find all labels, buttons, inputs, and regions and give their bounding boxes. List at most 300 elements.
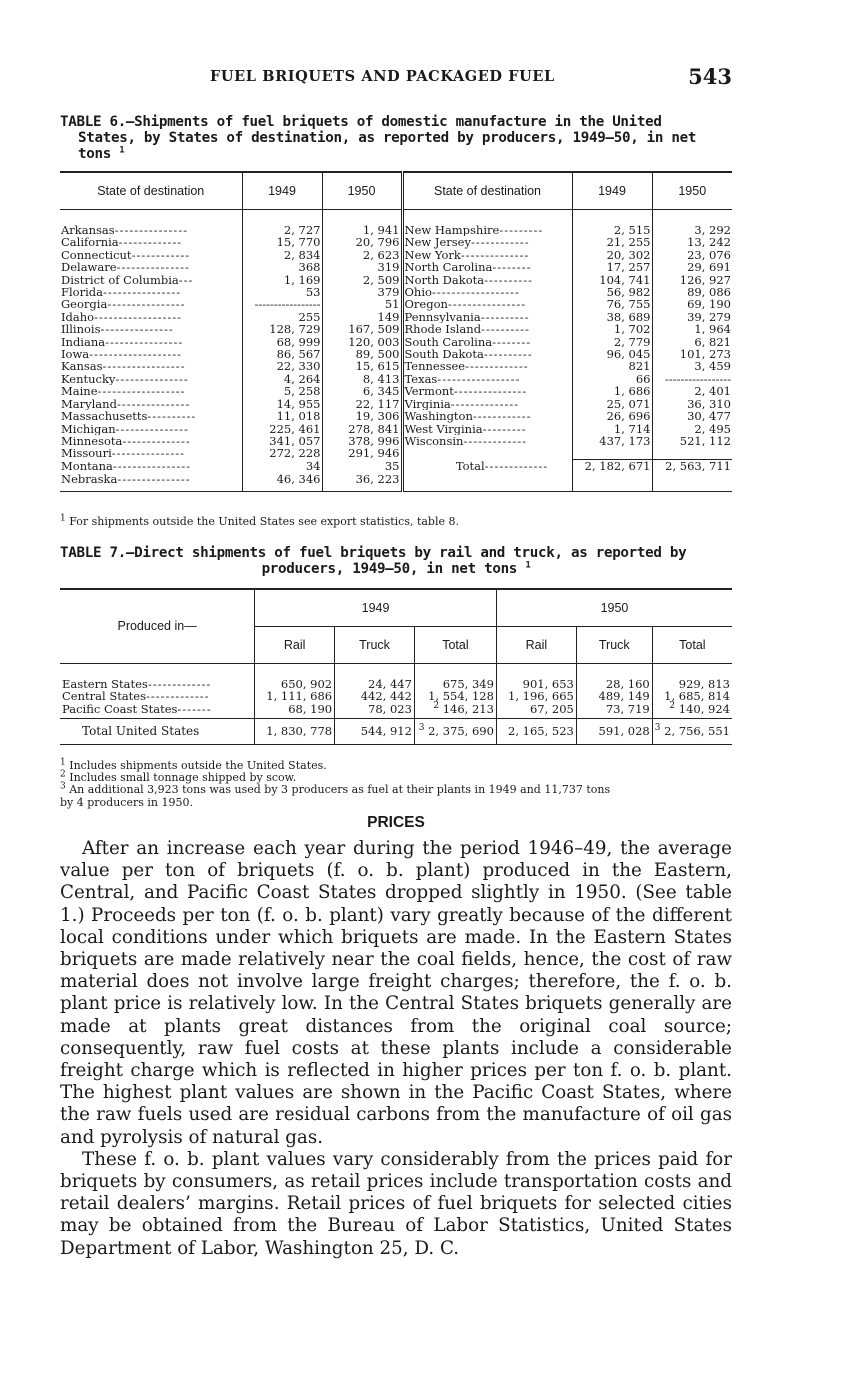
table6-body <box>60 210 732 492</box>
leader-dots: ------------- <box>146 690 210 703</box>
table6-state-right <box>402 473 572 492</box>
table6-footnote <box>60 515 459 528</box>
table7-total-1949 <box>414 719 496 744</box>
table7-region-label: Pacific Coast States <box>62 702 178 716</box>
table6-value-1950-left: 36, 223 <box>322 473 402 492</box>
leader-dots: --------------- <box>116 397 191 411</box>
table7-truck-1950: 489, 149 <box>576 690 652 702</box>
table6-state-left-label: Missouri <box>61 447 112 460</box>
table7-header-1950: 1950 <box>496 589 732 627</box>
table6-row <box>60 360 732 372</box>
leader-dots: ------------- <box>465 360 529 373</box>
table6-value-1950-left: 6, 345 <box>322 385 402 397</box>
table6-state-right <box>402 336 572 348</box>
leader-dots: ------------ <box>131 248 191 262</box>
table7-region <box>60 703 255 719</box>
table7-rail-1949: 650, 902 <box>255 664 335 691</box>
table6-state-right-label: South Carolina <box>404 335 493 349</box>
table6-value-1949-right: 1, 714 <box>572 423 652 435</box>
table6-state-right-label: Washington <box>404 410 473 423</box>
table6-value-1949-left: 128, 729 <box>242 323 322 335</box>
table6-state-left-label: Kentucky <box>61 372 116 386</box>
leader-dots: ---------------- <box>447 298 527 311</box>
leader-dots: --------- <box>499 223 544 237</box>
table6-header-1949: 1949 <box>242 172 322 210</box>
section-heading-prices: PRICES <box>367 814 425 831</box>
table6-state-left-label: Indiana <box>61 335 106 349</box>
table6-state-left-label: California <box>61 236 119 249</box>
table6-state-left-label: Georgia <box>61 298 108 311</box>
footnote-mark: 3 <box>418 723 425 734</box>
table6-caption-line2: States, by States of destination, as reported by producers, 1949–50, in net <box>78 130 697 146</box>
table6-state-left <box>60 274 242 286</box>
table6-value-1950-right <box>652 473 732 492</box>
leader-dots: ------------ <box>470 236 530 249</box>
table6-state-left-label: Illinois <box>61 323 101 336</box>
table6-state-left-label: District of Columbia <box>61 273 179 287</box>
table6-footnote-mark: 1 <box>60 513 66 524</box>
footnote-mark: 3 <box>654 723 661 734</box>
leader-dots: -------------- <box>450 397 520 411</box>
table6-state-right-label: West Virginia <box>404 422 483 435</box>
table6-header-1950-2: 1950 <box>652 172 732 210</box>
table7-truck-1949: 78, 023 <box>335 703 415 719</box>
table6-value-1949-right: 26, 696 <box>572 410 652 422</box>
footnote-mark: 2 <box>60 769 66 780</box>
leader-dots: ------------------ <box>97 385 186 398</box>
table7-rail-1949: 1, 111, 686 <box>255 690 335 702</box>
footnote-mark: 2 <box>669 700 676 711</box>
table6-value-1950-right: 3, 459 <box>694 359 731 374</box>
prices-body <box>60 838 732 1260</box>
table6-value-1950-right: 2, 495 <box>694 421 731 436</box>
table6-header-1950: 1950 <box>322 172 402 210</box>
table7-header-rail-1950: Rail <box>496 627 576 664</box>
leader-dots: ---------------- <box>107 298 186 311</box>
table6-state-right-label: Vermont <box>404 385 454 398</box>
table6-value-1949-right: 104, 741 <box>572 274 652 286</box>
table6-value-1949-right: 76, 755 <box>572 298 652 310</box>
table7-caption-line1: TABLE 7.—Direct shipments of fuel briquets by rail and truck, as reported by <box>60 545 687 561</box>
table7-rail-1950: 67, 205 <box>496 703 576 719</box>
table6-header-row <box>60 172 732 210</box>
leader-dots: --------------- <box>117 472 191 486</box>
table6-value-1950-left: 120, 003 <box>322 336 402 348</box>
table6-state-left-label: Minnesota <box>61 434 123 448</box>
table6-state-left <box>60 336 242 348</box>
table7-footnote-3 <box>60 781 732 797</box>
table7-region-label: Eastern States <box>62 677 148 691</box>
table6-state-left <box>60 423 242 435</box>
leader-dots: ---------------- <box>112 459 192 473</box>
table7-truck-1950: 28, 160 <box>576 664 652 691</box>
leader-dots: --------- <box>482 422 527 435</box>
table6-value-1950-left: 167, 509 <box>322 323 402 335</box>
table6-state-right-label: Pennsylvania <box>404 310 481 324</box>
table6-state-left <box>60 261 242 273</box>
table7-total-1950 <box>652 664 732 691</box>
table6-value-1950-right: 3, 292 <box>694 223 731 237</box>
table6-state-right <box>402 398 572 410</box>
leader-dots: --------------- <box>100 323 174 336</box>
table6-header-state-2: State of destination <box>402 172 572 210</box>
table6-state-left <box>60 311 242 323</box>
footnote-text: Includes shipments outside the United States. <box>69 759 327 772</box>
table7-total-1950-value: 1, 685, 814 <box>664 689 730 704</box>
table6-row <box>60 410 732 422</box>
leader-dots: -------- <box>492 261 532 274</box>
table7-rail-1949: 68, 190 <box>255 703 335 719</box>
footnote-mark: 2 <box>433 700 440 711</box>
table6-state-left-label: Arkansas <box>61 223 115 237</box>
table6-value-1949-left: 272, 228 <box>242 447 322 459</box>
table6-value-1950-right: ----------------- <box>664 371 731 386</box>
table7-header-truck-1950: Truck <box>576 627 652 664</box>
table6-value-1949-left: 15, 770 <box>242 236 322 248</box>
table6-value-1949-left: 2, 834 <box>242 249 322 261</box>
table7-rail-1950: 2, 165, 523 <box>496 719 576 744</box>
table7-region-label: Central States <box>62 690 147 703</box>
table6-state-left <box>60 473 242 492</box>
table6-state-left <box>60 360 242 372</box>
table6-state-left-label: Maine <box>61 385 98 398</box>
table6-value-1949-left: 5, 258 <box>242 385 322 397</box>
table7-region <box>60 664 255 691</box>
leader-dots: --------------- <box>115 372 189 386</box>
table6-value-1950-left: 291, 946 <box>322 447 402 459</box>
table6-row <box>60 210 732 237</box>
leader-dots: --------------- <box>116 261 190 274</box>
table6-value-1949-left: ----------------- <box>242 298 322 310</box>
table6-state-right-label: New York <box>404 248 461 262</box>
table6-state-right-label: New Hampshire <box>404 223 500 237</box>
table6-value-1949-right: 1, 686 <box>572 385 652 397</box>
table6-state-left <box>60 410 242 422</box>
table6-value-1949-right: 821 <box>572 360 652 372</box>
table6-value-1950-right: 69, 190 <box>687 297 731 312</box>
table6-value-1949-right: 25, 071 <box>572 398 652 410</box>
leader-dots: --------------- <box>111 447 186 460</box>
table6-header-1949-2: 1949 <box>572 172 652 210</box>
table7-header-total-1949: Total <box>414 627 496 664</box>
table6-state-left-label: Florida <box>61 286 103 299</box>
table6-state-right-label: Virginia <box>404 397 451 411</box>
table7-year-row <box>60 589 732 627</box>
leader-dots: ---------- <box>480 310 530 324</box>
table6-value-1949-left: 34 <box>242 460 322 473</box>
table6-value-1949-right: 21, 255 <box>572 236 652 248</box>
table7-footnote-3-continued: by 4 producers in 1950. <box>60 795 193 809</box>
table6-value-1949-right: 96, 045 <box>572 348 652 360</box>
table6-state-right <box>402 410 572 422</box>
table6-state-left <box>60 236 242 248</box>
table6-value-1949-right: 17, 257 <box>572 261 652 273</box>
table6-row <box>60 298 732 310</box>
leader-dots: ------------- <box>463 434 527 448</box>
table6-state-left <box>60 373 242 385</box>
table6-state-right <box>402 298 572 310</box>
table6-value-1950-left: 149 <box>322 311 402 323</box>
leader-dots: ------------------- <box>89 348 183 361</box>
table6-value-1949-left: 225, 461 <box>242 423 322 435</box>
table6-caption <box>60 114 732 162</box>
table6-state-right-label: Tennessee <box>404 360 466 373</box>
table6-value-1950-right <box>652 447 732 459</box>
table6-state-right-label: Oregon <box>404 298 448 311</box>
table6-value-1950-left: 19, 306 <box>322 410 402 422</box>
table6-state-left <box>60 435 242 447</box>
table6-value-1950-right: 2, 401 <box>694 384 731 399</box>
footnote-text: Includes small tonnage shipped by scow. <box>69 771 297 785</box>
leader-dots: --------------- <box>115 422 189 435</box>
table6-caption-line3: tons <box>78 146 111 162</box>
table6-value-1949-right: 56, 982 <box>572 286 652 298</box>
table6-state-right <box>402 385 572 397</box>
table6-row <box>60 323 732 335</box>
table6-value-1949-right: 20, 302 <box>572 249 652 261</box>
table6 <box>60 171 732 492</box>
table6-state-right <box>402 323 572 335</box>
table6-value-1949-right: 66 <box>572 373 652 385</box>
leader-dots: -------- <box>492 335 532 349</box>
table7-total-1949 <box>414 664 496 691</box>
table7-region <box>60 690 255 702</box>
table7-row <box>60 703 732 719</box>
table6-value-1950-right: 6, 821 <box>694 334 731 349</box>
table6-value-1950-left: 15, 615 <box>322 360 402 372</box>
table6-state-right-label: North Dakota <box>404 273 485 287</box>
table6-caption-footnote-mark: 1 <box>119 145 125 156</box>
table6-state-left <box>60 298 242 310</box>
leader-dots: ------------- <box>118 236 183 249</box>
table7-total-1949-value: 146, 213 <box>442 701 494 716</box>
leader-dots: -------------- <box>460 248 530 262</box>
table6-value-1949-left: 68, 999 <box>242 336 322 348</box>
table6-value-1950-left: 20, 796 <box>322 236 402 248</box>
paragraph-1: After an increase each year during the period 1946–49, the average value per ton of briquets (f. o. b. plant) produced in the Eastern, Central, and Pacific Coast States dropped slightly in 1950. (See table 1.) Proceeds per ton (f. o. b. plant) vary greatly because of the different local conditions under which briquets are made. In the Eastern States briquets are made relatively near the coal fields, hence, the cost of raw material does not involve large freight charges; therefore, the f. o. b. plant price is relatively low. In the Central States briquets generally are made at plants great distances from the original coal source; consequently, raw fuel costs at these plants include a considerable freight charge which is reflected in higher prices per ton f. o. b. plant. The highest plant values are shown in the Pacific Coast States, where the raw fuels used are residual carbons from the manufacture of oil gas and pyrolysis of natural gas. <box>60 838 732 1148</box>
table7-total-1949-value: 1, 554, 128 <box>428 689 494 704</box>
table6-value-1950-right: 126, 927 <box>679 272 731 287</box>
table6-state-left-label: Maryland <box>61 397 117 411</box>
table7-truck-1949: 24, 447 <box>335 664 415 691</box>
leader-dots: ------- <box>177 702 212 716</box>
table6-value-1949-right: 437, 173 <box>572 435 652 447</box>
table6-state-left-label: Connecticut <box>61 248 132 262</box>
table6-state-right <box>402 373 572 385</box>
table6-value-1949-left: 341, 057 <box>242 435 322 447</box>
table6-state-right-label: Rhode Island <box>404 323 482 336</box>
table6-state-left <box>60 323 242 335</box>
table6-header-state: State of destination <box>60 172 242 210</box>
leader-dots: ---------- <box>483 348 533 361</box>
table7-header-truck-1949: Truck <box>335 627 415 664</box>
leader-dots: ----------------- <box>102 360 186 373</box>
table6-state-right <box>402 286 572 298</box>
leader-dots: ------------ <box>472 410 532 423</box>
table6-state-right-label: Wisconsin <box>404 434 464 448</box>
table6-state-left <box>60 210 242 237</box>
table7-caption <box>60 545 732 577</box>
table7-footnotes <box>60 757 732 809</box>
table7-row <box>60 664 732 691</box>
table6-row <box>60 236 732 248</box>
leader-dots: ------------------ <box>431 286 520 299</box>
table6-value-1949-left: 22, 330 <box>242 360 322 372</box>
table7-total-1950 <box>652 719 732 744</box>
table6-state-left <box>60 447 242 459</box>
leader-dots: ---------------- <box>102 286 182 299</box>
table6-value-1950-left: 89, 500 <box>322 348 402 360</box>
table6-value-1949-left: 46, 346 <box>242 473 322 492</box>
leader-dots: -------------- <box>122 434 191 448</box>
table6-value-1949-left: 1, 169 <box>242 274 322 286</box>
table6-state-left <box>60 398 242 410</box>
table7-header-rail-1949: Rail <box>255 627 335 664</box>
table6-value-1950-left: 22, 117 <box>322 398 402 410</box>
table7-total-1950 <box>652 700 732 719</box>
table7-body <box>60 664 732 745</box>
table7-total-1950-value: 929, 813 <box>678 677 730 691</box>
table7-total-1950-value: 2, 756, 551 <box>664 724 730 739</box>
table6-state-right <box>402 249 572 261</box>
table6-value-1949-left: 368 <box>242 261 322 273</box>
table6-state-right <box>402 435 572 447</box>
table6-state-left-label: Idaho <box>61 310 95 324</box>
table7-total-1950-value: 140, 924 <box>678 701 730 716</box>
page-number: 543 <box>688 64 732 89</box>
leader-dots: --------------- <box>453 385 528 398</box>
table6-value-1949-left: 255 <box>242 311 322 323</box>
table6-value-1950-left: 35 <box>322 460 402 473</box>
table6-value-1950-right: 39, 279 <box>687 309 731 324</box>
leader-dots: ---------- <box>484 273 533 287</box>
page-header <box>60 66 732 90</box>
table7-caption-line2: producers, 1949–50, in net tons <box>261 561 518 577</box>
table6-value-1950-left: 8, 413 <box>322 373 402 385</box>
table6-state-right-label: New Jersey <box>404 236 471 249</box>
footnote-text: An additional 3,923 tons was used by 3 producers as fuel at their plants in 1949 and 11,737 tons <box>69 783 611 797</box>
paragraph-2: These f. o. b. plant values vary considerably from the prices paid for briquets by consumers, as retail prices include transportation costs and retail dealers’ margins. Retail prices of fuel briquets for selected cities may be obtained from the Bureau of Labor Statistics, United States Department of Labor, Washington 25, D. C. <box>60 1148 732 1259</box>
table7-total-1949-value: 675, 349 <box>442 677 494 691</box>
table7-total-label: Total United States <box>60 719 255 744</box>
table6-value-1950-right: 521, 112 <box>679 433 731 448</box>
table6-state-right-label: Ohio <box>404 286 432 299</box>
table6-value-1949-left: 11, 018 <box>242 410 322 422</box>
table6-value-1950-right: 101, 273 <box>679 347 731 362</box>
leader-dots: ------------- <box>147 677 212 691</box>
table6-value-1950-right: 29, 691 <box>687 260 731 275</box>
table6-row <box>60 460 732 473</box>
table6-value-1950-right: 23, 076 <box>687 247 731 262</box>
table6-value-1950-right: 13, 242 <box>687 235 731 250</box>
table6-caption-line1: TABLE 6.—Shipments of fuel briquets of domestic manufacture in the United <box>60 114 662 130</box>
table6-state-right-label: Texas <box>404 372 438 386</box>
table6-state-right <box>402 423 572 435</box>
table7-rail-1950: 1, 196, 665 <box>496 690 576 702</box>
table6-state-left <box>60 460 242 473</box>
table6-value-1949-left: 53 <box>242 286 322 298</box>
table7-header-total-1950: Total <box>652 627 732 664</box>
table6-value-1950-right: 1, 964 <box>694 322 731 337</box>
table7-row <box>60 690 732 702</box>
table6-state-right <box>402 236 572 248</box>
table6-state-right <box>402 360 572 372</box>
table6-footnote-text: For shipments outside the United States see export statistics, table 8. <box>69 515 459 528</box>
table6-value-1949-right: 1, 702 <box>572 323 652 335</box>
table6-value-1949-left: 2, 727 <box>242 210 322 237</box>
table6-value-1949-right <box>572 473 652 492</box>
table6-value-1949-right: 2, 515 <box>572 210 652 237</box>
table7 <box>60 588 732 745</box>
table6-row <box>60 447 732 459</box>
table7-header-produced: Produced in— <box>60 589 255 664</box>
table6-state-left-label: Iowa <box>61 348 90 361</box>
table7-caption-footnote-mark: 1 <box>525 560 531 571</box>
table6-value-1950-right: 89, 086 <box>687 285 731 300</box>
table6-value-1950-left: 1, 941 <box>322 210 402 237</box>
table6-state-right <box>402 447 572 459</box>
table6-total-label <box>402 460 572 473</box>
table7-rail-1950: 901, 653 <box>496 664 576 691</box>
table6-state-right <box>402 261 572 273</box>
table6-state-right <box>402 274 572 286</box>
table6-total-label-text: Total <box>455 459 485 473</box>
table6-state-left-label: Montana <box>61 459 113 473</box>
table6-total-1950: 2, 563, 711 <box>652 460 732 473</box>
table6-value-1950-left: 2, 623 <box>322 249 402 261</box>
table6-state-left <box>60 286 242 298</box>
table6-value-1950-left: 379 <box>322 286 402 298</box>
table6-row <box>60 473 732 492</box>
table6-state-right <box>402 348 572 360</box>
leader-dots: --------------- <box>114 223 188 237</box>
table7-header-1949: 1949 <box>255 589 497 627</box>
leader-dots: ----------------- <box>437 372 521 386</box>
leader-dots: ---------- <box>147 410 197 423</box>
table7-total-1949 <box>414 700 496 719</box>
table6-value-1949-left: 86, 567 <box>242 348 322 360</box>
table7-total-row <box>60 719 732 744</box>
table6-value-1950-left: 378, 996 <box>322 435 402 447</box>
table6-row <box>60 385 732 397</box>
table6-value-1950-left: 278, 841 <box>322 423 402 435</box>
table7-truck-1949: 442, 442 <box>335 690 415 702</box>
table6-value-1950-left: 2, 509 <box>322 274 402 286</box>
table6-total-1949: 2, 182, 671 <box>572 460 652 473</box>
table6-state-left-label: Michigan <box>61 422 116 435</box>
table6-value-1949-left: 4, 264 <box>242 373 322 385</box>
leader-dots: ------------- <box>484 459 549 473</box>
table6-state-left <box>60 348 242 360</box>
table6-value-1949-right: 38, 689 <box>572 311 652 323</box>
footnote-mark: 3 <box>60 781 66 792</box>
table6-row <box>60 261 732 273</box>
table7-rail-1949: 1, 830, 778 <box>255 719 335 744</box>
table6-state-left <box>60 249 242 261</box>
table6-state-left-label: Massachusetts <box>61 410 148 423</box>
table7-truck-1950: 73, 719 <box>576 703 652 719</box>
table6-value-1949-right <box>572 447 652 459</box>
table6-value-1950-left: 319 <box>322 261 402 273</box>
table7-total-1949-value: 2, 375, 690 <box>428 724 494 739</box>
table7-truck-1949: 544, 912 <box>335 719 415 744</box>
table6-value-1949-right: 2, 779 <box>572 336 652 348</box>
leader-dots: ------------------ <box>94 310 183 324</box>
table6-state-left <box>60 385 242 397</box>
table6-value-1949-left: 14, 955 <box>242 398 322 410</box>
table6-state-right <box>402 311 572 323</box>
table7-truck-1950: 591, 028 <box>576 719 652 744</box>
